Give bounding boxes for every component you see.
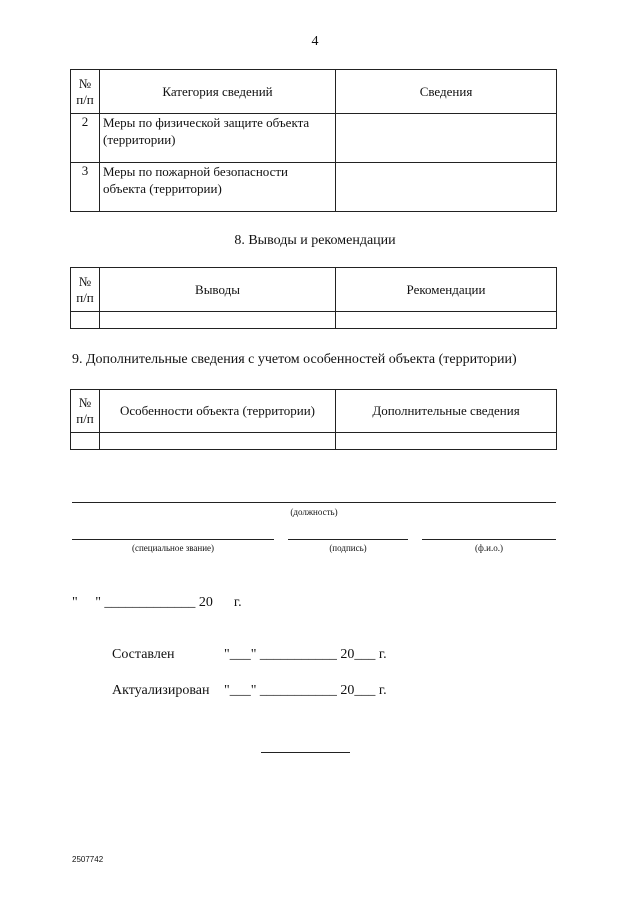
name-caption: (ф.и.о.) bbox=[475, 543, 503, 553]
date-line: " " _____________ 20 г. bbox=[72, 595, 242, 610]
col-header-recommendations: Рекомендации bbox=[336, 268, 557, 312]
row-number: 3 bbox=[71, 163, 100, 212]
table-row bbox=[71, 114, 557, 163]
end-divider bbox=[261, 752, 350, 753]
updated-label: Актуализирован bbox=[112, 683, 210, 698]
col-header-additional: Дополнительные сведения bbox=[336, 390, 557, 433]
position-line bbox=[72, 502, 556, 503]
row-category: Меры по пожарной безопасности объекта (территории) bbox=[100, 163, 336, 212]
row-info bbox=[336, 114, 557, 163]
col-header-number: № п/п bbox=[71, 268, 100, 312]
row-category: Меры по физической защите объекта (территории) bbox=[100, 114, 336, 163]
empty-cell bbox=[71, 312, 100, 329]
table-row bbox=[71, 312, 557, 329]
document-code: 2507742 bbox=[72, 855, 104, 864]
name-line bbox=[422, 539, 556, 540]
col-header-number: № п/п bbox=[71, 390, 100, 433]
sign-line bbox=[288, 539, 408, 540]
info-table bbox=[70, 69, 557, 212]
position-caption: (должность) bbox=[290, 507, 338, 517]
table-header-row bbox=[71, 70, 557, 114]
composed-label: Составлен bbox=[112, 647, 175, 662]
section9-title: 9. Дополнительные сведения с учетом особенностей объекта (территории) bbox=[72, 352, 517, 367]
updated-date: "___" ___________ 20___ г. bbox=[224, 683, 387, 698]
col-header-number: № п/п bbox=[71, 70, 100, 114]
additional-info-table bbox=[70, 389, 557, 450]
row-number: 2 bbox=[71, 114, 100, 163]
empty-cell bbox=[336, 433, 557, 450]
row-info bbox=[336, 163, 557, 212]
col-header-info: Сведения bbox=[336, 70, 557, 114]
col-header-conclusions: Выводы bbox=[100, 268, 336, 312]
empty-cell bbox=[100, 312, 336, 329]
table-header-row bbox=[71, 268, 557, 312]
sign-caption: (подпись) bbox=[329, 543, 367, 553]
rank-caption: (специальное звание) bbox=[131, 543, 215, 553]
conclusions-table bbox=[70, 267, 557, 329]
table-row bbox=[71, 433, 557, 450]
col-header-features: Особенности объекта (территории) bbox=[100, 390, 336, 433]
page-number: 4 bbox=[311, 34, 319, 49]
table-header-row bbox=[71, 390, 557, 433]
empty-cell bbox=[336, 312, 557, 329]
section8-title: 8. Выводы и рекомендации bbox=[234, 233, 396, 248]
empty-cell bbox=[71, 433, 100, 450]
empty-cell bbox=[100, 433, 336, 450]
col-header-category: Категория сведений bbox=[100, 70, 336, 114]
rank-line bbox=[72, 539, 274, 540]
table-row bbox=[71, 163, 557, 212]
composed-date: "___" ___________ 20___ г. bbox=[224, 647, 387, 662]
